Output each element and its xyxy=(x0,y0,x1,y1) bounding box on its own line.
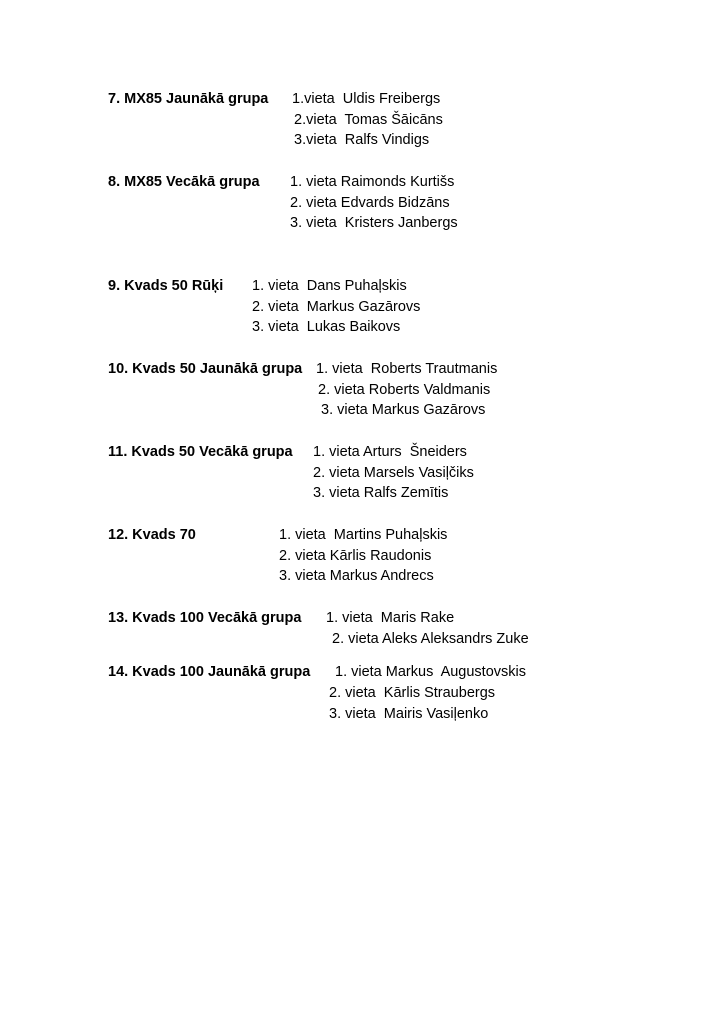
section-9-place-1: 1. vieta Dans Puhaļskis xyxy=(252,278,407,294)
section-11-place-3: 3. vieta Ralfs Zemītis xyxy=(313,485,449,501)
section-14-place-2: 2. vieta Kārlis Straubergs xyxy=(329,685,496,701)
section-heading-11: 11. Kvads 50 Vecākā grupa xyxy=(108,444,293,460)
section-9-place-3: 3. vieta Lukas Baikovs xyxy=(252,319,401,335)
section-14-place-1: 1. vieta Markus Augustovskis xyxy=(335,664,526,680)
section-7-place-1: 1.vieta Uldis Freibergs xyxy=(292,91,441,107)
section-8-place-1: 1. vieta Raimonds Kurtišs xyxy=(290,174,455,190)
section-12-place-2: 2. vieta Kārlis Raudonis xyxy=(279,548,432,564)
section-11-place-2: 2. vieta Marsels Vasiļčiks xyxy=(313,465,474,481)
section-heading-13: 13. Kvads 100 Vecākā grupa xyxy=(108,610,302,626)
section-10-place-3: 3. vieta Markus Gazārovs xyxy=(321,402,486,418)
section-8-place-3: 3. vieta Kristers Janbergs xyxy=(290,215,458,231)
section-7-place-2: 2.vieta Tomas Šāicāns xyxy=(294,112,443,128)
section-13-place-2: 2. vieta Aleks Aleksandrs Zuke xyxy=(332,631,529,647)
section-8-place-2: 2. vieta Edvards Bidzāns xyxy=(290,195,450,211)
section-10-place-2: 2. vieta Roberts Valdmanis xyxy=(318,382,491,398)
section-9-place-2: 2. vieta Markus Gazārovs xyxy=(252,299,421,315)
section-12-place-3: 3. vieta Markus Andrecs xyxy=(279,568,434,584)
section-14-place-3: 3. vieta Mairis Vasiļenko xyxy=(329,706,489,722)
section-11-place-1: 1. vieta Arturs Šneiders xyxy=(313,444,467,460)
section-heading-10: 10. Kvads 50 Jaunākā grupa xyxy=(108,361,303,377)
section-heading-14: 14. Kvads 100 Jaunākā grupa xyxy=(108,664,311,680)
section-heading-7: 7. MX85 Jaunākā grupa xyxy=(108,91,269,107)
section-7-place-3: 3.vieta Ralfs Vindigs xyxy=(294,132,430,148)
section-heading-12: 12. Kvads 70 xyxy=(108,527,196,543)
section-heading-8: 8. MX85 Vecākā grupa xyxy=(108,174,260,190)
section-12-place-1: 1. vieta Martins Puhaļskis xyxy=(279,527,448,543)
section-13-place-1: 1. vieta Maris Rake xyxy=(326,610,455,626)
section-heading-9: 9. Kvads 50 Rūķi xyxy=(108,278,224,294)
section-10-place-1: 1. vieta Roberts Trautmanis xyxy=(316,361,498,377)
